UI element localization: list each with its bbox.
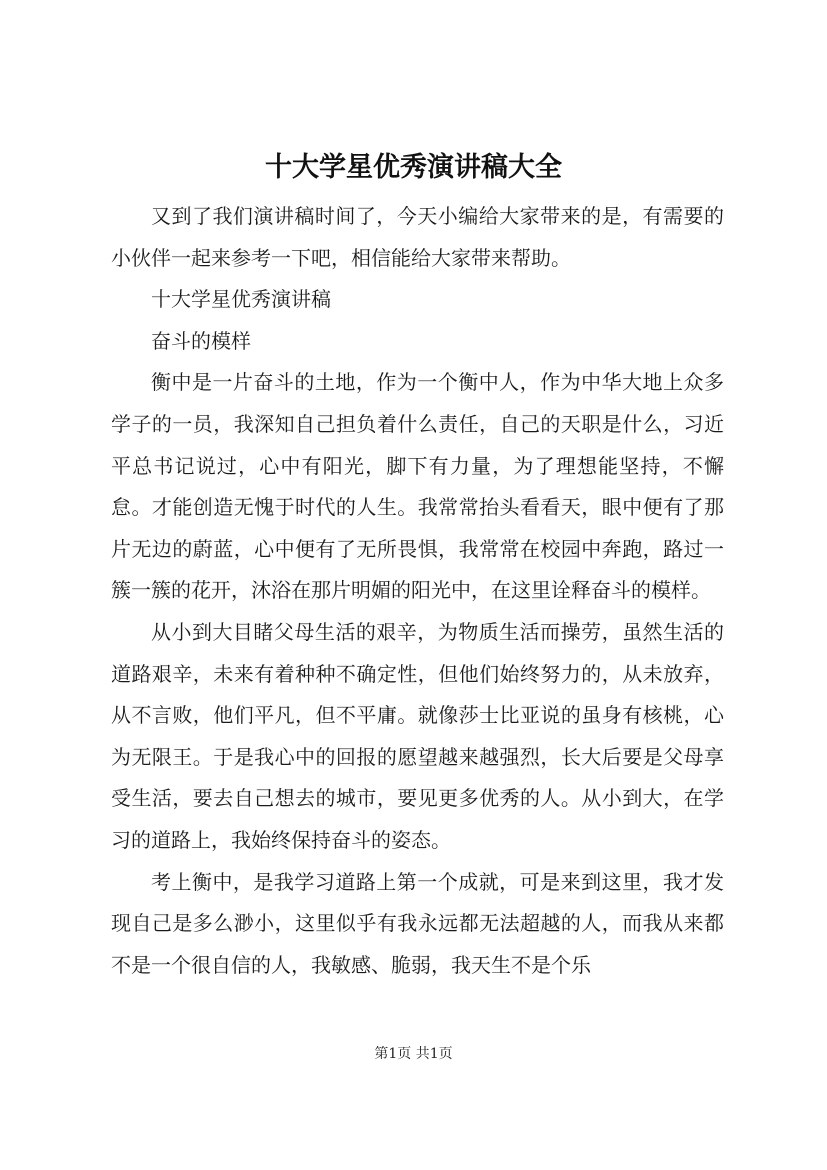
paragraph-body-2: 从小到大目睹父母生活的艰辛，为物质生活而操劳，虽然生活的道路艰辛，未来有着种种不确定性，但他们始终努力的，从未放弃，从不言败，他们平凡，但不平庸。就像莎士比亚说的虽身有核桃，心为无限王。于是我心中的回报的愿望越来越强烈，长大后要是父母享受生活，要去自己想去的城市，要见更多优秀的人。从小到大，在学习的道路上，我始终保持奋斗的姿态。 — [111, 619, 724, 852]
document-body — [111, 196, 724, 986]
paragraph-body-3: 考上衡中，是我学习道路上第一个成就，可是来到这里，我才发现自己是多么渺小，这里似乎有我永远都无法超越的人，而我从来都不是一个很自信的人，我敏感、脆弱，我天生不是个乐 — [111, 869, 724, 977]
document-title: 十大学星优秀演讲稿大全 — [265, 152, 562, 183]
paragraph-body-1: 衡中是一片奋斗的土地，作为一个衡中人，作为中华大地上众多学子的一员，我深知自己担负着什么责任，自己的天职是什么，习近平总书记说过，心中有阳光，脚下有力量，为了理想能坚持，不懈怠。才能创造无愧于时代的人生。我常常抬头看看天，眼中便有了那片无边的蔚蓝，心中便有了无所畏惧，我常常在校园中奔跑，路过一簇一簇的花开，沐浴在那片明媚的阳光中，在这里诠释奋斗的模样。 — [111, 370, 724, 603]
page-number-footer: 第1页 共1页 — [374, 1046, 453, 1062]
paragraph-heading: 奋斗的模样 — [151, 328, 251, 353]
paragraph-subtitle: 十大学星优秀演讲稿 — [151, 287, 331, 312]
paragraph-intro: 又到了我们演讲稿时间了，今天小编给大家带来的是，有需要的小伙伴一起来参考一下吧，相信能给大家带来帮助。 — [111, 204, 724, 270]
